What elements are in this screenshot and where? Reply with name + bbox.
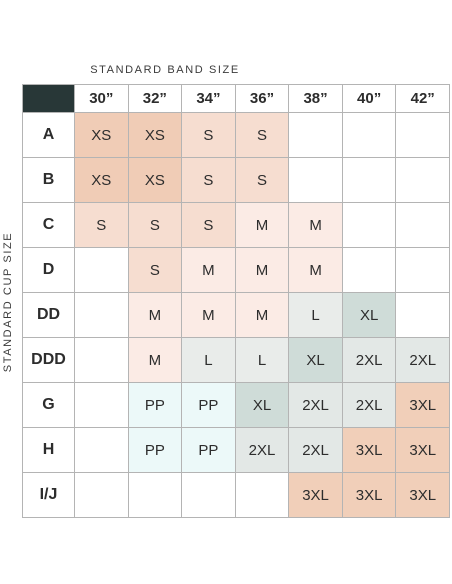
size-cell [75, 338, 129, 383]
cup-header: H [23, 428, 75, 473]
size-cell: S [236, 158, 290, 203]
band-header: 30” [75, 85, 129, 113]
size-cell: 3XL [396, 473, 450, 518]
size-cell [343, 113, 397, 158]
size-cell: M [129, 338, 183, 383]
size-cell: PP [129, 428, 183, 473]
band-size-axis-title: STANDARD BAND SIZE [90, 64, 240, 76]
band-header: 42” [396, 85, 450, 113]
size-cell [289, 158, 343, 203]
size-cell: S [129, 203, 183, 248]
size-cell: M [182, 293, 236, 338]
size-cell: M [236, 248, 290, 293]
table-corner [23, 85, 75, 113]
size-cell: L [289, 293, 343, 338]
size-cell: S [129, 248, 183, 293]
size-cell [343, 158, 397, 203]
size-cell: XS [75, 158, 129, 203]
size-cell: S [182, 158, 236, 203]
size-cell: XL [236, 383, 290, 428]
cup-header: C [23, 203, 75, 248]
size-cell: 2XL [236, 428, 290, 473]
cup-header: B [23, 158, 75, 203]
size-cell [75, 248, 129, 293]
size-cell: 3XL [343, 428, 397, 473]
size-chart-table [22, 84, 450, 518]
size-cell: S [182, 203, 236, 248]
size-cell: PP [129, 383, 183, 428]
size-cell: 3XL [396, 428, 450, 473]
cup-size-axis-title [0, 86, 16, 518]
size-cell [343, 248, 397, 293]
size-cell [75, 383, 129, 428]
size-cell: 2XL [396, 338, 450, 383]
size-cell: L [236, 338, 290, 383]
size-cell: 2XL [343, 383, 397, 428]
cup-header: D [23, 248, 75, 293]
cup-header: DD [23, 293, 75, 338]
size-cell: S [182, 113, 236, 158]
size-cell [75, 473, 129, 518]
size-cell: PP [182, 383, 236, 428]
cup-header: DDD [23, 338, 75, 383]
size-cell [129, 473, 183, 518]
size-cell [396, 203, 450, 248]
size-cell: S [75, 203, 129, 248]
band-header: 40” [343, 85, 397, 113]
band-header: 38” [289, 85, 343, 113]
size-cell: PP [182, 428, 236, 473]
size-cell: M [182, 248, 236, 293]
size-cell [289, 113, 343, 158]
cup-header: A [23, 113, 75, 158]
size-cell: M [236, 203, 290, 248]
size-cell: XL [289, 338, 343, 383]
band-header: 32” [129, 85, 183, 113]
size-cell [396, 158, 450, 203]
size-cell: 3XL [343, 473, 397, 518]
cup-size-axis-title-text: STANDARD CUP SIZE [2, 231, 15, 373]
size-cell: 2XL [289, 383, 343, 428]
size-cell: XS [129, 158, 183, 203]
size-cell: 2XL [343, 338, 397, 383]
size-cell: M [289, 203, 343, 248]
size-cell [396, 293, 450, 338]
size-cell: M [236, 293, 290, 338]
size-cell [75, 293, 129, 338]
size-cell: M [289, 248, 343, 293]
cup-header: G [23, 383, 75, 428]
size-cell: 3XL [396, 383, 450, 428]
size-cell [182, 473, 236, 518]
size-cell: XS [129, 113, 183, 158]
band-header: 34” [182, 85, 236, 113]
size-cell: L [182, 338, 236, 383]
size-cell: 3XL [289, 473, 343, 518]
size-cell: 2XL [289, 428, 343, 473]
size-cell: M [129, 293, 183, 338]
size-cell: XL [343, 293, 397, 338]
size-cell [396, 248, 450, 293]
size-cell: S [236, 113, 290, 158]
band-header: 36” [236, 85, 290, 113]
size-cell [343, 203, 397, 248]
size-cell: XS [75, 113, 129, 158]
size-cell [236, 473, 290, 518]
size-cell [75, 428, 129, 473]
cup-header: I/J [23, 473, 75, 518]
size-cell [396, 113, 450, 158]
